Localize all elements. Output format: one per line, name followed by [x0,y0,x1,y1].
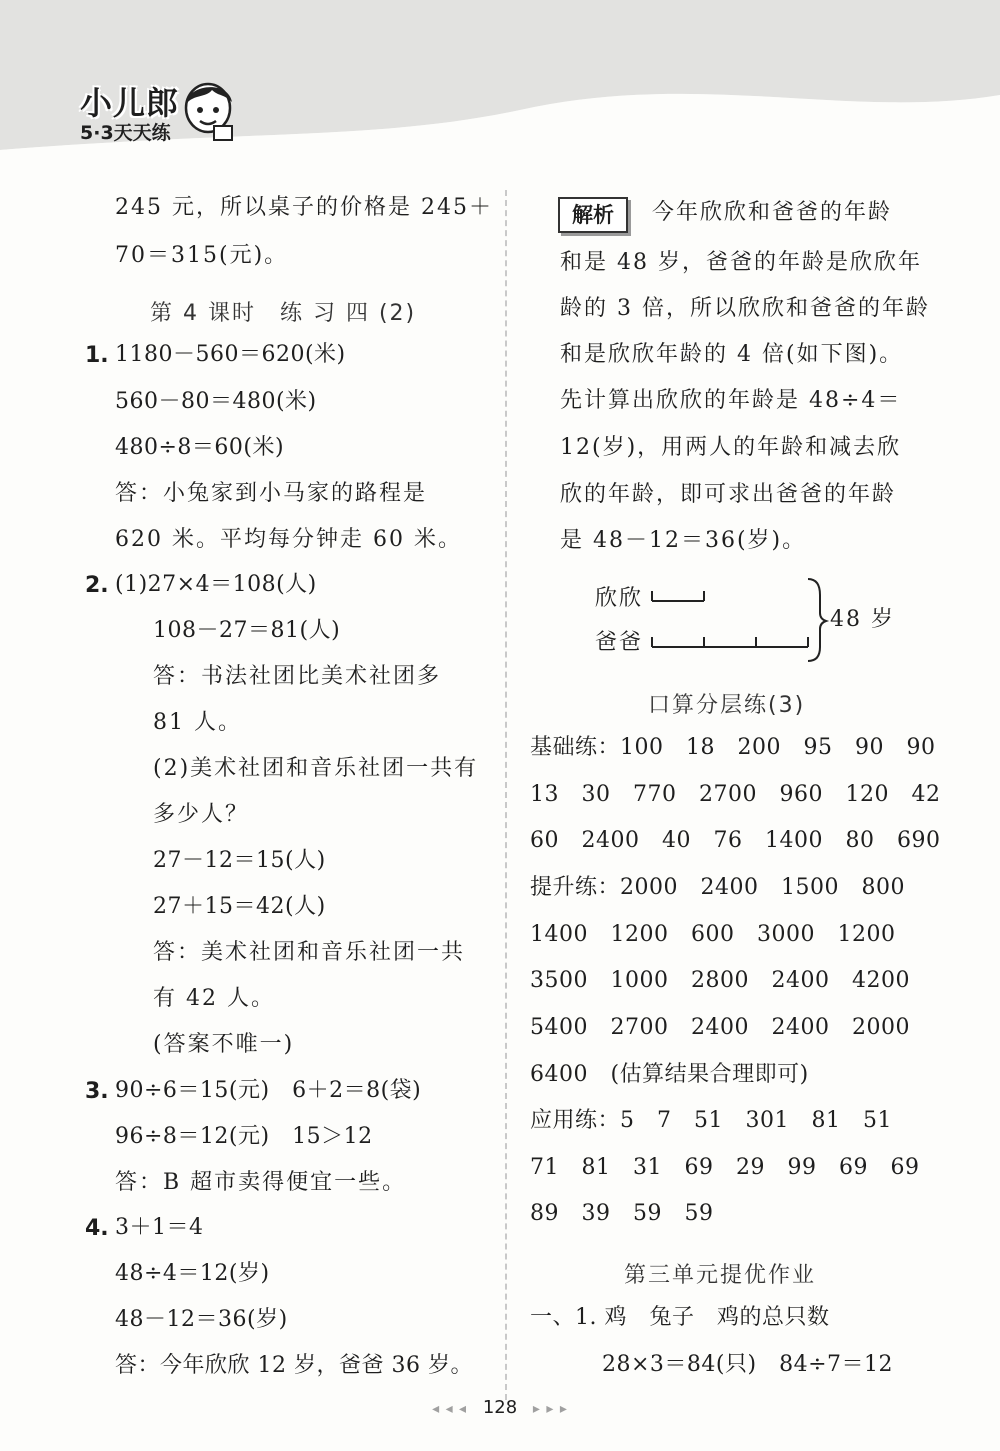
text-line: (1)27×4＝108(人) [115,572,317,597]
text-line: 答：美术社团和音乐社团一共 [153,940,466,965]
page-footer [0,1397,1000,1418]
text-line: 70＝315(元)。 [115,243,289,268]
text-line: 560－80＝480(米) [115,389,317,414]
text-line: 480÷8＝60(米) [115,435,285,460]
logo-subtitle: 5·3天天练 [80,122,171,144]
analysis-line: 和是 48 岁，爸爸的年龄是欣欣年 [560,250,922,275]
text-line: (答案不唯一) [153,1032,295,1057]
oral-line: 71 81 31 69 29 99 69 69 [530,1155,920,1180]
section-title: 第 4 课时 练 习 四 (2) [150,301,417,326]
analysis-line: 欣的年龄，即可求出爸爸的年龄 [560,482,897,507]
text-line: 多少人？ [153,802,250,827]
logo-title: 小儿郎 [80,84,180,122]
text-line: 90÷6＝15(元) 6＋2＝8(袋) [115,1078,422,1103]
unit-line: 28×3＝84(只) 84÷7＝12 [602,1352,894,1377]
oral-line: 60 2400 40 76 1400 80 690 [530,828,941,853]
text-line: 1180－560＝620(米) [115,342,346,367]
oral-line: 89 39 59 59 [530,1201,714,1226]
diagram-label-baba: 爸爸 [595,630,644,655]
page-header [0,0,1000,160]
analysis-line: 龄的 3 倍，所以欣欣和爸爸的年龄 [560,296,930,321]
analysis-line: 先计算出欣欣的年龄是 48÷4＝ [560,388,902,413]
text-line: 27＋15＝42(人) [153,894,326,919]
oral-line: 应用练：5 7 51 301 81 51 [530,1108,892,1133]
oral-line: 6400 (估算结果合理即可) [530,1062,809,1087]
question-number: 2. [85,573,109,598]
analysis-line: 12(岁)，用两人的年龄和减去欣 [560,435,902,460]
question-number: 3. [85,1079,109,1104]
oral-line: 提升练：2000 2400 1500 800 [530,875,905,900]
diagram-brace [808,579,826,661]
text-line: 答：今年欣欣 12 岁，爸爸 36 岁。 [115,1353,473,1378]
column-divider [505,190,507,1400]
analysis-line: 是 48－12＝36(岁)。 [560,528,807,553]
text-line: 27－12＝15(人) [153,848,326,873]
question-number: 4. [85,1216,109,1241]
text-line: 48－12＝36(岁) [115,1307,288,1332]
unit-section-title: 第三单元提优作业 [624,1263,817,1288]
next-page-arrows: ▸ ▸ ▸ [532,1401,568,1417]
oral-line: 13 30 770 2700 960 120 42 [530,782,941,807]
text-line: (2)美术社团和音乐社团一共有 [153,756,479,781]
text-line: 有 42 人。 [153,986,275,1011]
text-line: 108－27＝81(人) [153,618,341,643]
oral-section-title: 口算分层练(3) [648,693,806,718]
oral-line: 3500 1000 2800 2400 4200 [530,968,910,993]
analysis-line: 今年欣欣和爸爸的年龄 [652,200,893,225]
prev-page-arrows: ◂ ◂ ◂ [432,1401,468,1417]
text-line: 3＋1＝4 [115,1215,204,1240]
oral-line: 基础练：100 18 200 95 90 90 [530,735,936,760]
analysis-line: 和是欣欣年龄的 4 倍(如下图)。 [560,342,904,367]
text-line: 48÷4＝12(岁) [115,1261,270,1286]
baba-segment [652,637,808,647]
diagram-total-label: 48 岁 [830,607,895,632]
text-line: 答：书法社团比美术社团多 [153,664,442,689]
oral-line: 1400 1200 600 3000 1200 [530,922,896,947]
text-line: 答：B 超市卖得便宜一些。 [115,1170,407,1195]
question-number: 1. [85,343,109,368]
unit-line: 一、1. 鸡 兔子 鸡的总只数 [530,1305,830,1330]
text-line: 620 米。平均每分钟走 60 米。 [115,527,462,552]
diagram-label-xinxin: 欣欣 [595,586,644,611]
analysis-tag: 解析 [558,197,628,233]
text-line: 96÷8＝12(元) 15＞12 [115,1124,373,1149]
page-number: 128 [482,1397,518,1418]
oral-line: 5400 2700 2400 2400 2000 [530,1015,910,1040]
xinxin-segment [652,591,704,601]
text-line: 答：小兔家到小马家的路程是 [115,481,428,506]
text-line: 245 元，所以桌子的价格是 245＋ [115,195,493,220]
age-line-diagram [590,575,910,665]
text-line: 81 人。 [153,710,242,735]
boy-mascot-icon [178,74,238,144]
